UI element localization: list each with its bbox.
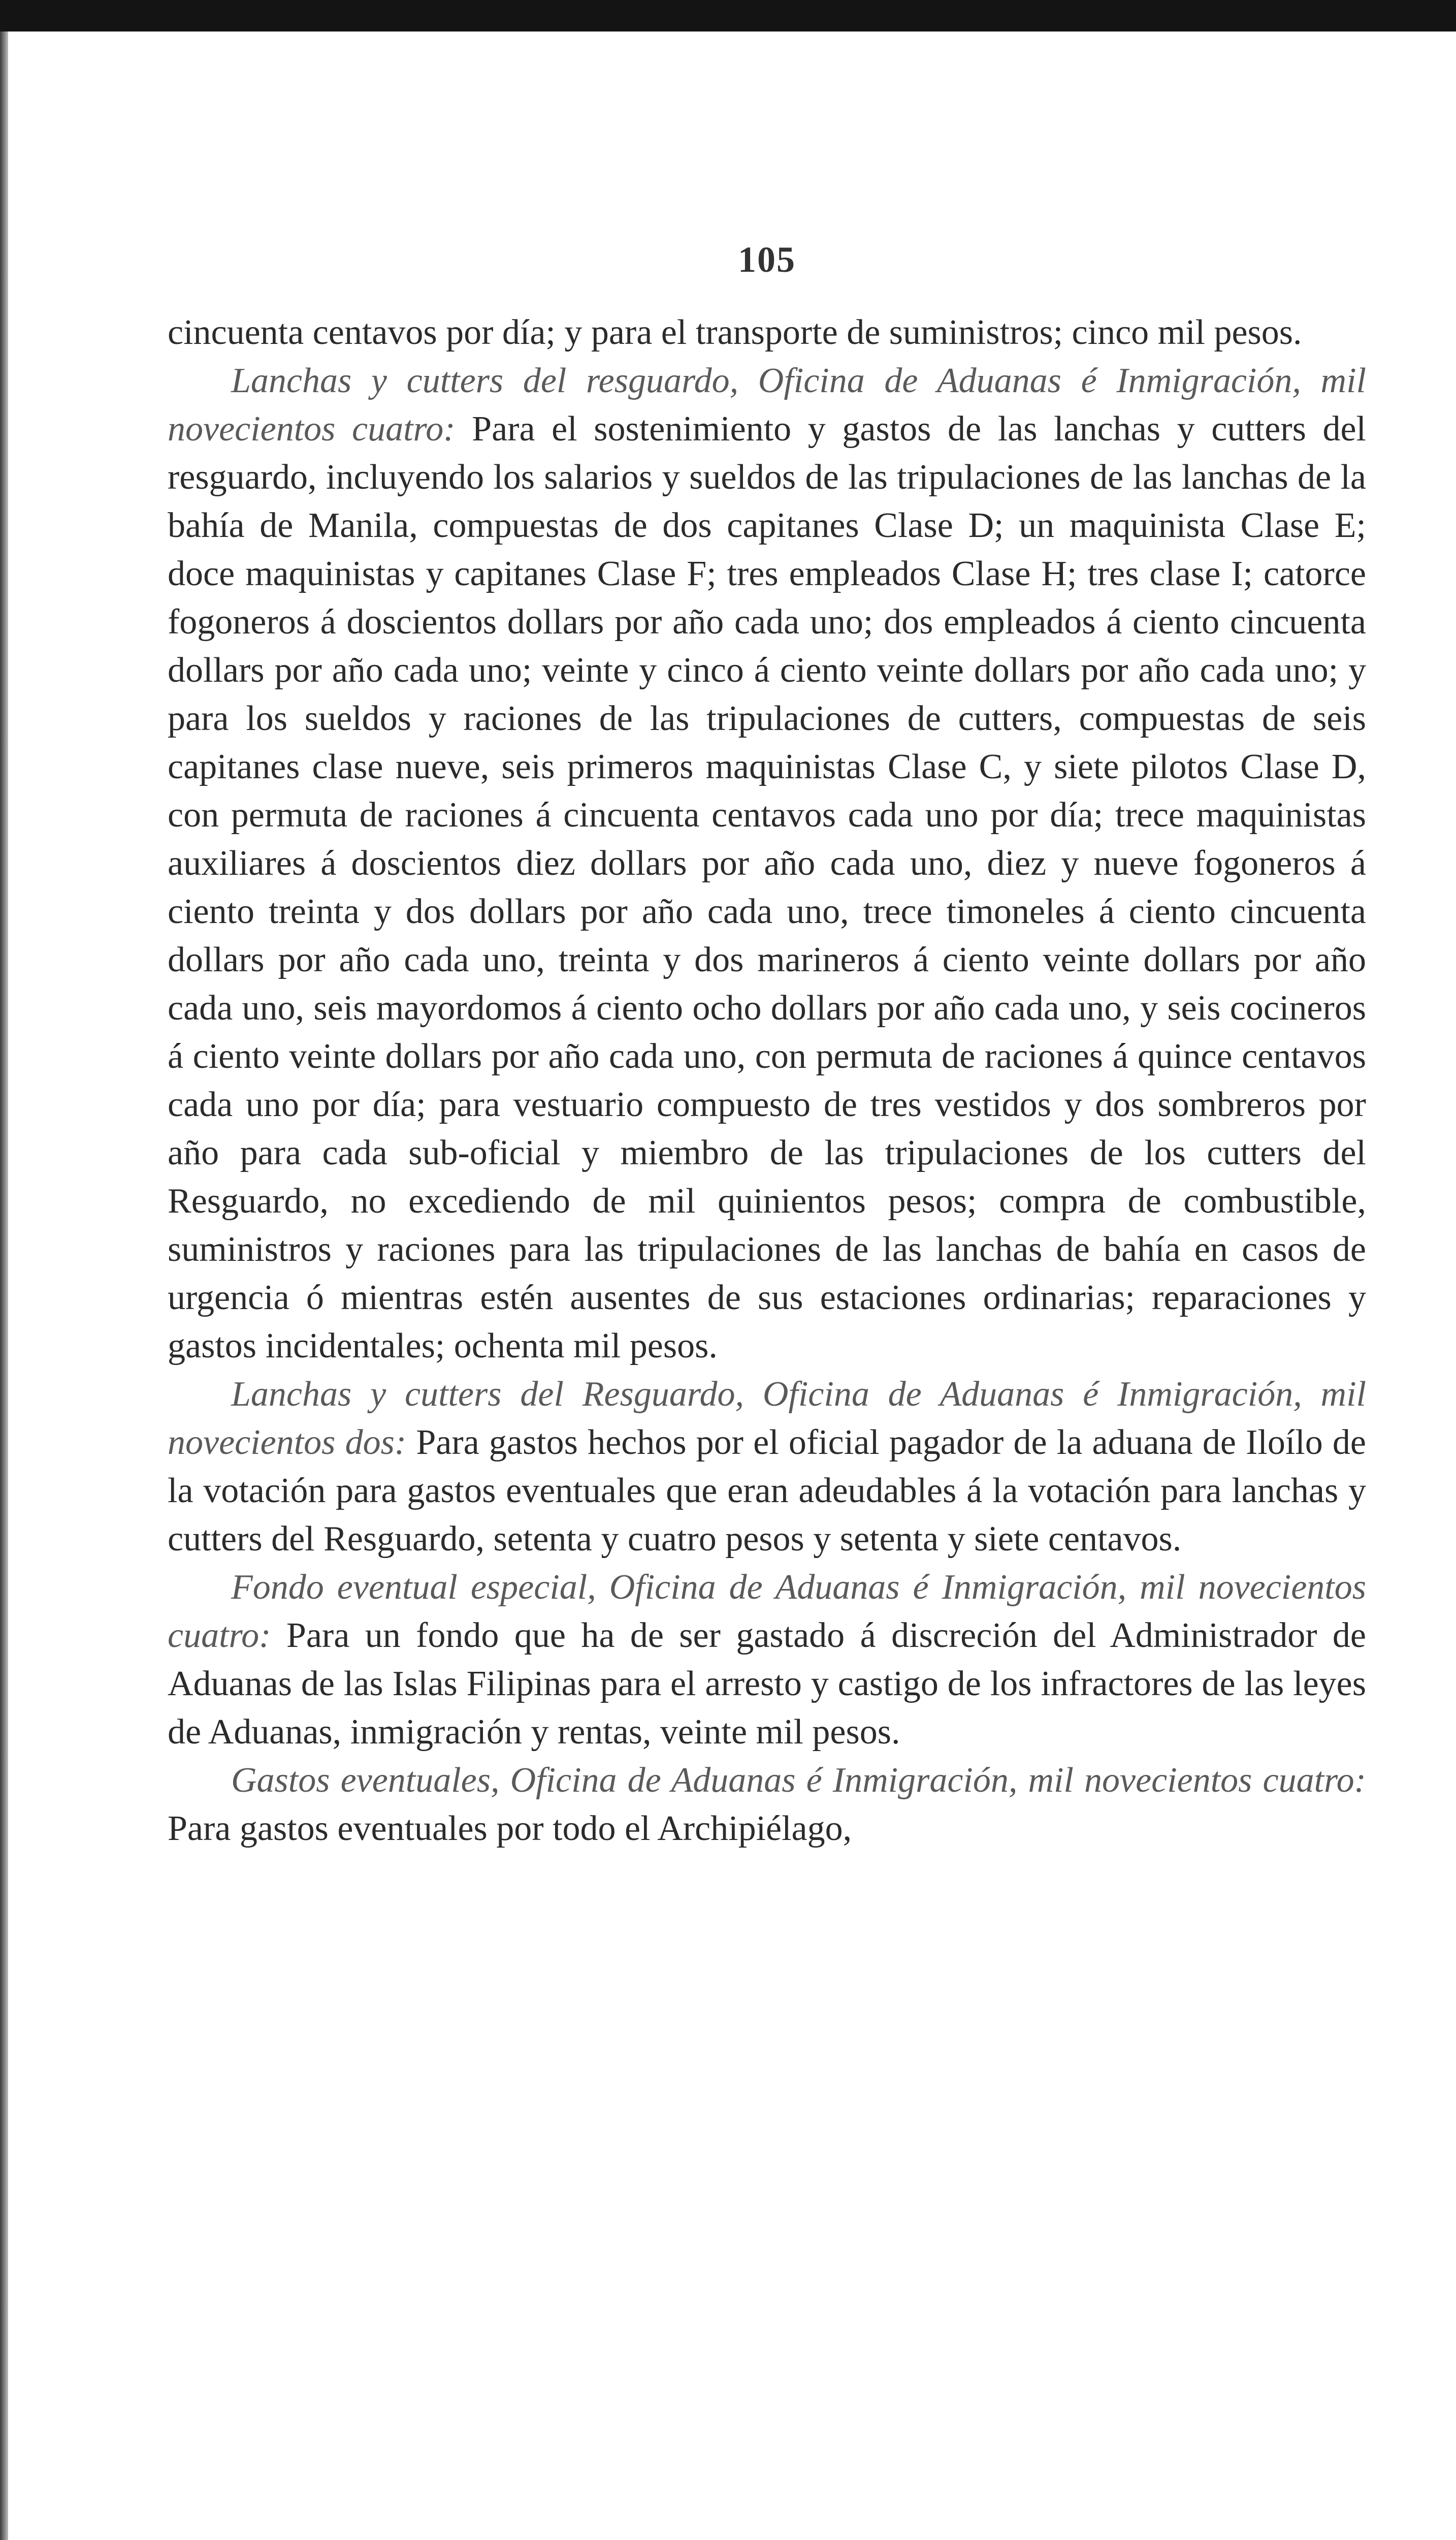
paragraph-heading: Lanchas y cutters del resguardo, Oficina de Aduanas é Inmigración, mil novecientos cuatro: <box>168 361 1366 449</box>
paragraph-lanchas-1902 <box>168 1370 1366 1563</box>
paragraph-lanchas-1904 <box>168 357 1366 1370</box>
paragraph-heading: Fondo eventual especial, Oficina de Aduanas é Inmigración, mil novecientos cuatro: <box>168 1568 1366 1655</box>
paragraph-heading: Lanchas y cutters del Resguardo, Oficina de Aduanas é Inmigración, mil novecientos dos: <box>168 1375 1366 1462</box>
scan-top-border <box>0 0 1456 31</box>
paragraph-text: Para el sostenimiento y gastos de las lanchas y cutters del resguardo, incluyendo los salarios y sueldos de las tripulaciones de las lanchas de la bahía de Manila, compuestas de dos capitanes Clase D; un maquinista Clase E; doce maquinistas y capitanes Clase F; tres empleados Clase H; tres clase I; catorce fogoneros á doscientos dollars por año cada uno; dos empleados á ciento cincuenta dollars por año cada uno; veinte y cinco á ciento veinte dollars por año cada uno; y para los sueldos y raciones de las tripulaciones de cutters, compuestas de seis capitanes clase nueve, seis primeros maquinistas Clase C, y siete pilotos Clase D, con permuta de raciones á cincuenta centavos cada uno por día; trece maquinistas auxiliares á doscientos diez dollars por año cada uno, diez y nueve fogoneros á ciento treinta y dos dollars por año cada uno, trece timoneles á ciento cincuenta dollars por año cada uno, treinta y dos marineros á ciento veinte dollars por año cada uno, seis mayordomos á ciento ocho dollars por año cada uno, y seis cocineros á ciento veinte dollars por año cada uno, con permuta de raciones á quince centavos cada uno por día; para vestuario compuesto de tres vestidos y dos sombreros por año para cada sub-oficial y miembro de las tripulaciones de los cutters del Resguardo, no excediendo de mil quinientos pesos; compra de combustible, suministros y raciones para las tripulaciones de las lanchas de bahía en casos de urgencia ó mientras estén ausentes de sus estaciones ordinarias; reparaciones y gastos incidentales; ochenta mil pesos. <box>168 409 1366 1366</box>
page-number: 105 <box>738 239 796 280</box>
paragraph-text: Para gastos eventuales por todo el Archipiélago, <box>168 1809 852 1848</box>
paragraph-fondo-eventual <box>168 1563 1366 1756</box>
scan-left-border <box>0 31 8 2540</box>
paragraph-heading: Gastos eventuales, Oficina de Aduanas é Inmigración, mil novecientos cuatro: <box>231 1761 1366 1800</box>
paragraph-gastos-eventuales <box>168 1756 1366 1853</box>
paragraph-text: Para un fondo que ha de ser gastado á discreción del Administrador de Aduanas de las Islas Filipinas para el arresto y castigo de los infractores de las leyes de Aduanas, inmigración y rentas, veinte mil pesos. <box>168 1616 1366 1752</box>
paragraph-continuation <box>168 308 1366 357</box>
page-body <box>168 239 1366 1853</box>
paragraph-text: Para gastos hechos por el oficial pagador de la aduana de Iloílo de la votación para gastos eventuales que eran adeudables á la votación para lanchas y cutters del Resguardo, setenta y cuatro pesos y setenta y siete centavos. <box>168 1423 1366 1559</box>
paragraph-text: cincuenta centavos por día; y para el transporte de suministros; cinco mil pesos. <box>168 313 1302 352</box>
